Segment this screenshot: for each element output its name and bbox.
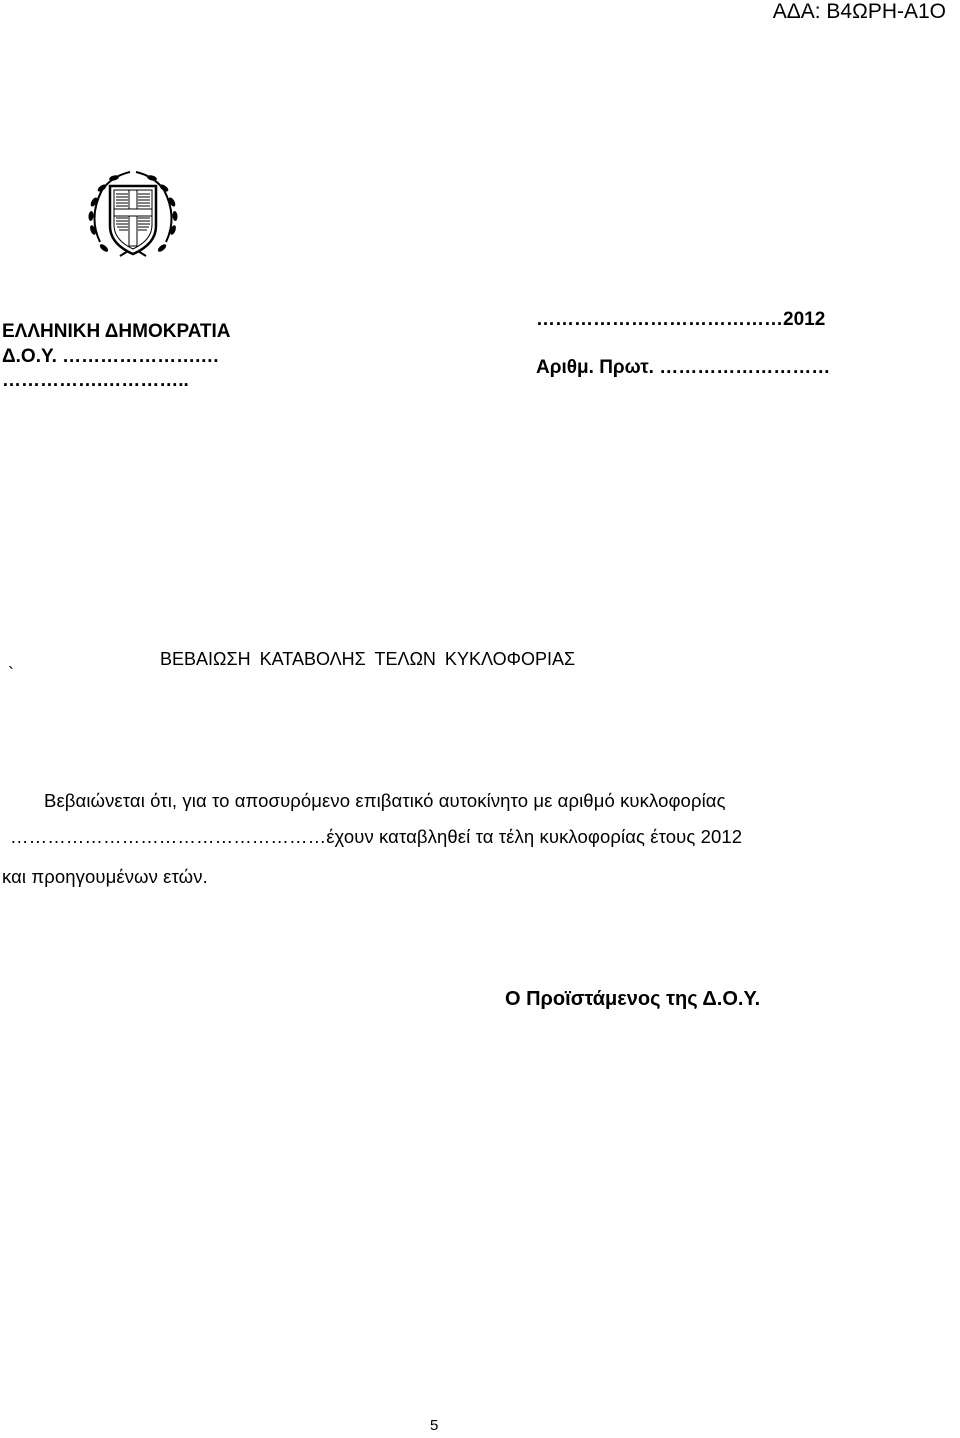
issuer-country: ΕΛΛΗΝΙΚΗ ΔΗΜΟΚΡΑΤΙΑ [2, 321, 231, 342]
body-line-2: ……………………………………………έχουν καταβληθεί τα τέλη κυκλοφορίας έτους 2012 [10, 826, 743, 847]
page-number: 5 [430, 1417, 439, 1434]
body-line-3: και προηγουμένων ετών. [2, 866, 208, 887]
body-line-1: Βεβαιώνεται ότι, για το αποσυρόμενο επιβατικό αυτοκίνητο με αριθμό κυκλοφορίας [44, 790, 726, 811]
document-title: ΒΕΒΑΙΩΣΗ ΚΑΤΑΒΟΛΗΣ ΤΕΛΩΝ ΚΥΚΛΟΦΟΡΙΑΣ [160, 649, 576, 669]
issuer-tax-office: Δ.Ο.Υ. ………………….… [2, 346, 220, 367]
signature-title: Ο Προϊστάμενος της Δ.Ο.Υ. [505, 988, 761, 1010]
greek-coat-of-arms-icon [80, 162, 186, 268]
protocol-number: Αριθμ. Πρωτ. ……………………… [536, 357, 831, 378]
document-date: …………………………………2012 [536, 309, 826, 330]
stray-mark: ` [8, 664, 14, 684]
issuer-tax-office-continued: …………….………….. [2, 370, 189, 391]
ada-header: ΑΔΑ: Β4ΩΡΗ-Α1Ο [772, 0, 946, 23]
